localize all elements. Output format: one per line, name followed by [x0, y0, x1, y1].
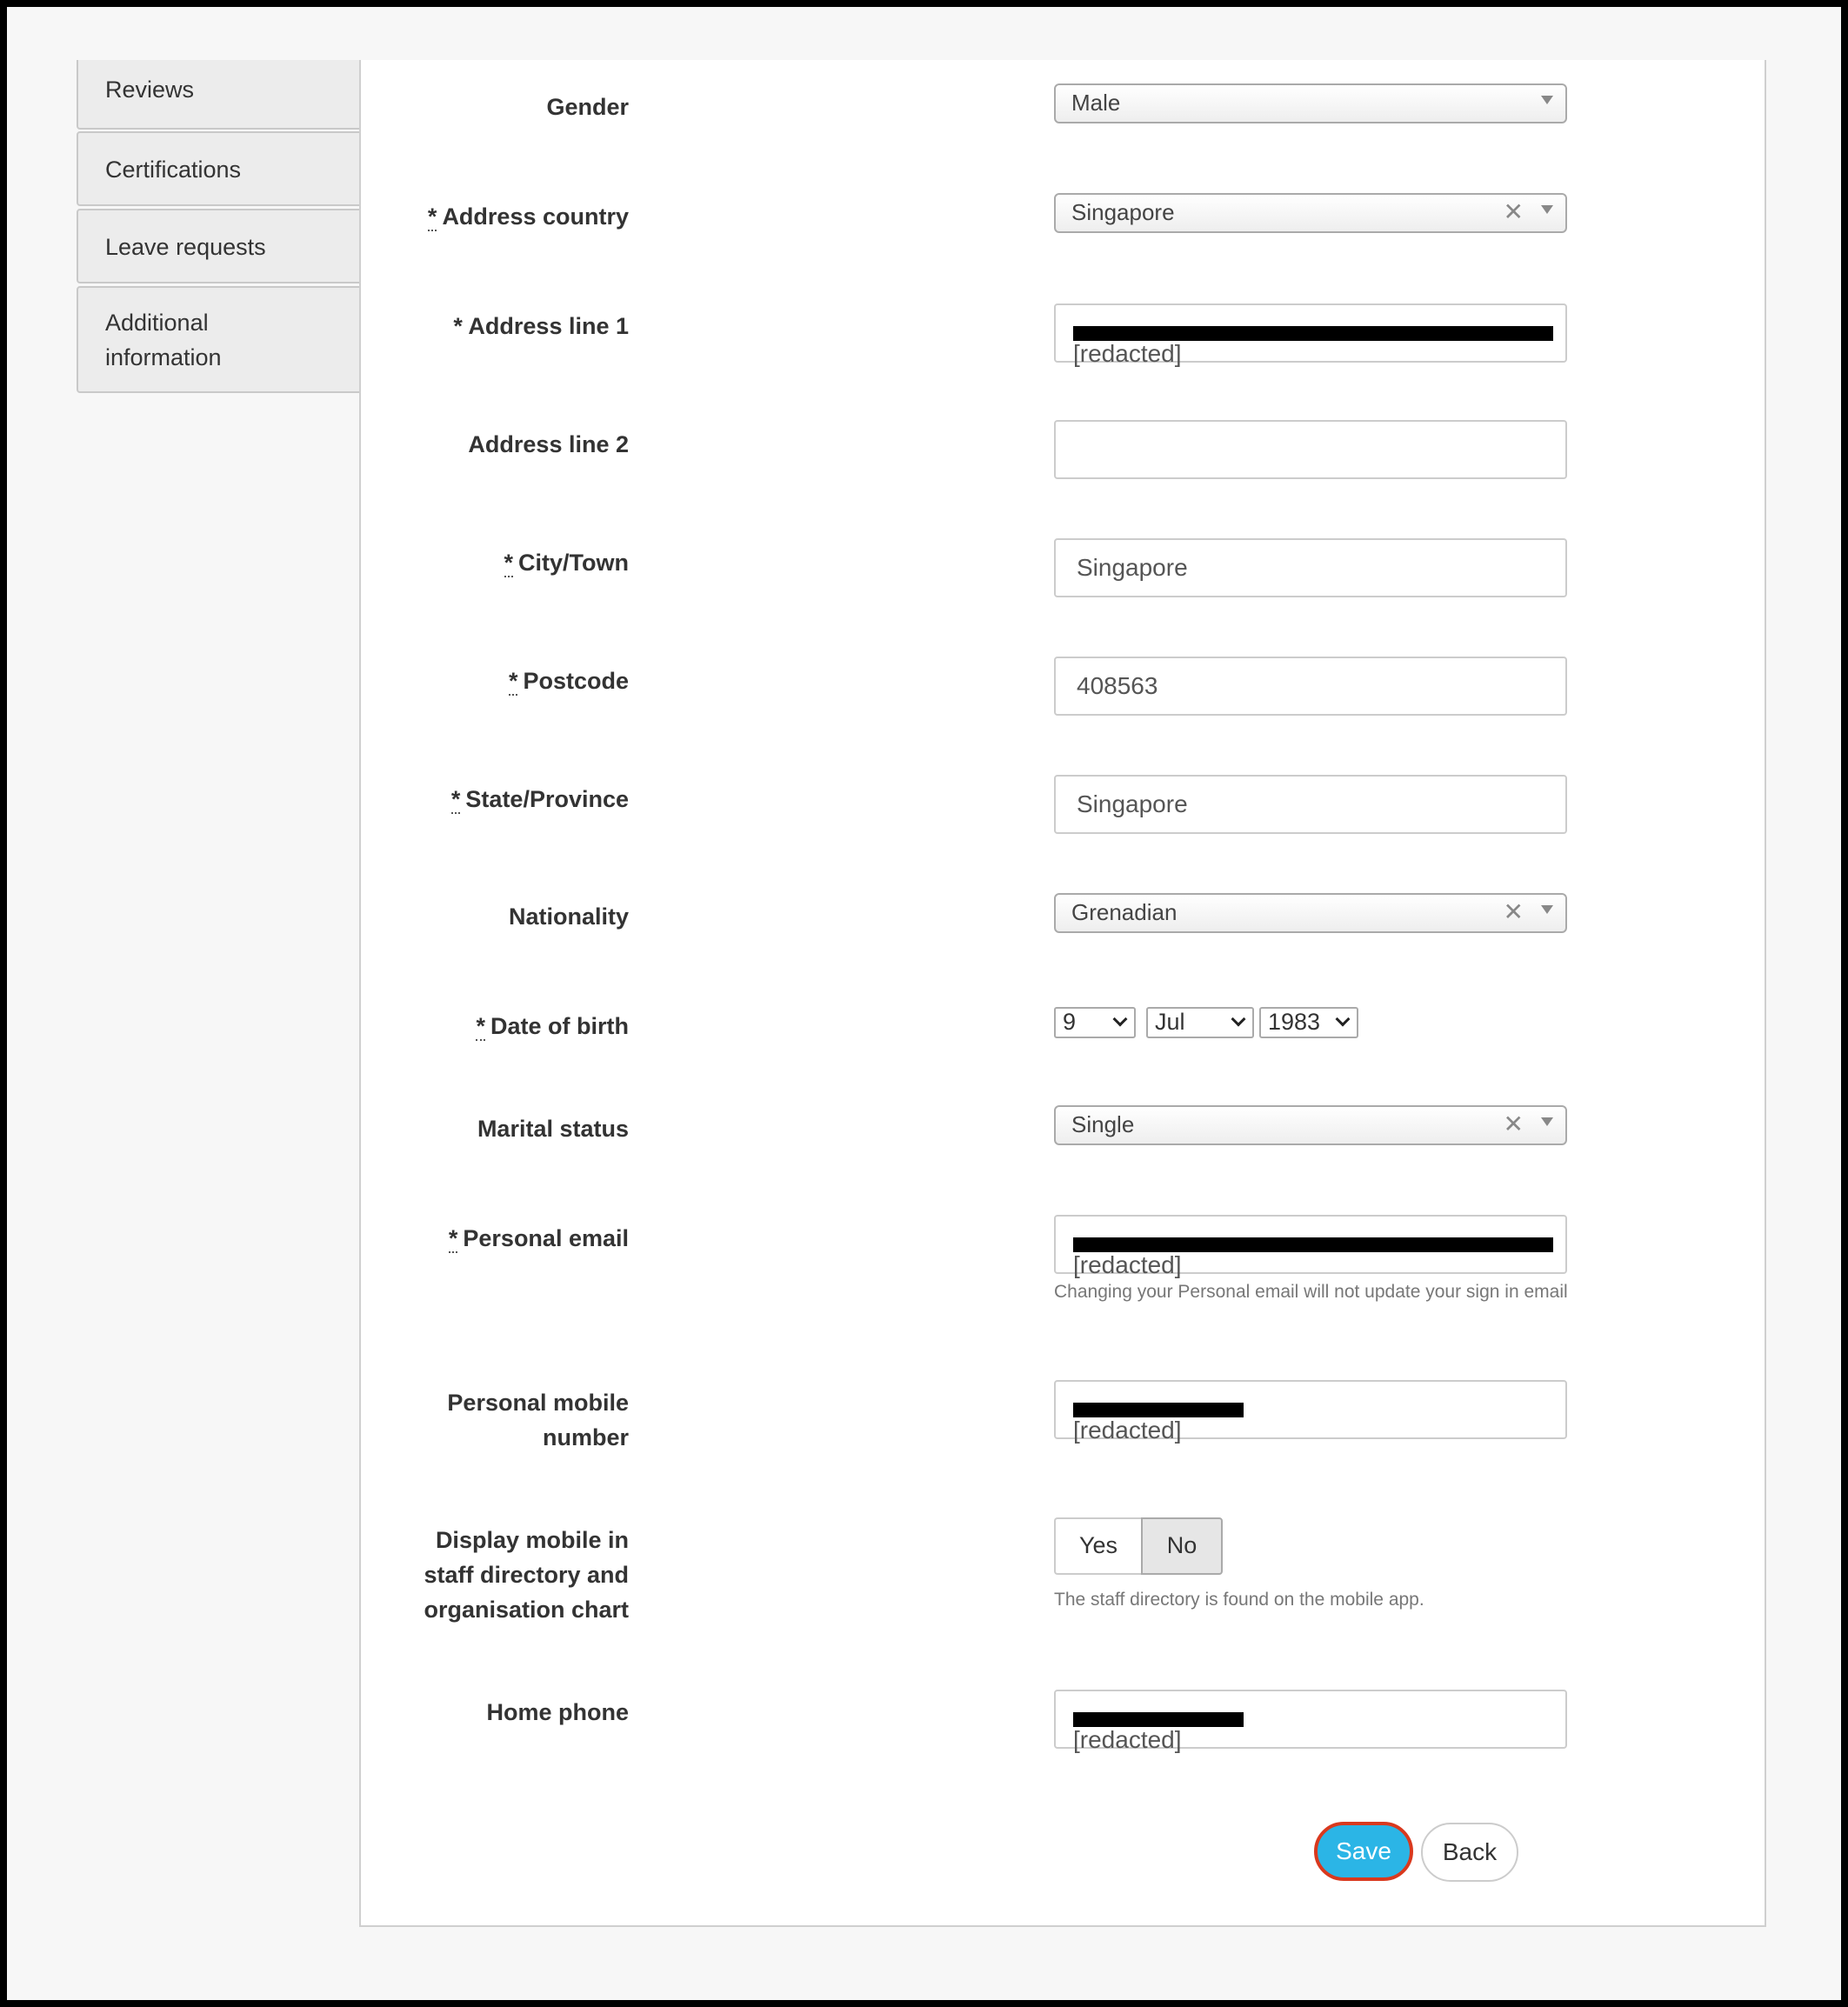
state-label: * State/Province: [450, 786, 629, 812]
chevron-down-icon: [1336, 1012, 1351, 1027]
address-line1-input[interactable]: [1054, 303, 1567, 367]
state-input[interactable]: Singapore: [1054, 775, 1567, 834]
personal-email-help: Changing your Personal email will not update your sign in email: [1054, 1282, 1568, 1302]
gender-value: Male: [1071, 90, 1121, 116]
redacted-home-phone: [redacted]: [1073, 1712, 1244, 1727]
clear-icon[interactable]: ✕: [1503, 898, 1524, 925]
required-marker: *: [476, 1013, 485, 1039]
sidebar-item-reviews[interactable]: [77, 60, 368, 130]
personal-email-input[interactable]: [1054, 1215, 1567, 1278]
sidebar-item-additional-information[interactable]: [77, 286, 368, 393]
sidebar-item-label: Additional: [105, 310, 209, 336]
required-marker: *: [450, 786, 461, 812]
redacted-personal-mobile: [redacted]: [1073, 1403, 1244, 1417]
dob-year-select[interactable]: 1983: [1259, 1007, 1358, 1038]
redacted-personal-email: [redacted]: [1073, 1237, 1553, 1252]
sidebar-item-label: Reviews: [105, 77, 195, 103]
display-mobile-yes-button[interactable]: Yes: [1054, 1517, 1141, 1575]
sidebar-item-leave-requests[interactable]: [77, 209, 368, 283]
postcode-input[interactable]: 408563: [1054, 657, 1567, 716]
redacted-address-line1: [redacted]: [1073, 326, 1553, 341]
display-mobile-no-button[interactable]: No: [1141, 1517, 1223, 1575]
clear-icon[interactable]: ✕: [1503, 198, 1524, 225]
sidebar-item-label: Certifications: [105, 157, 242, 183]
dropdown-arrow-icon: [1541, 205, 1553, 214]
address-country-select[interactable]: [1054, 193, 1567, 233]
dropdown-arrow-icon: [1541, 96, 1553, 104]
personal-mobile-input[interactable]: [1054, 1380, 1567, 1444]
dob-label: * Date of birth: [476, 1013, 629, 1039]
gender-select[interactable]: [1054, 83, 1567, 123]
dropdown-arrow-icon: [1541, 905, 1553, 914]
nationality-select[interactable]: [1054, 893, 1567, 933]
marital-status-value: Single: [1071, 1111, 1135, 1137]
marital-status-select[interactable]: [1054, 1105, 1567, 1145]
page-frame: [7, 7, 1841, 2000]
save-button[interactable]: Save: [1314, 1822, 1413, 1881]
display-mobile-label: Display mobile in staff directory and organisation chart: [424, 1527, 629, 1623]
sidebar-item-label: Leave requests: [105, 234, 266, 260]
marital-status-label: Marital status: [477, 1116, 629, 1142]
nationality-label: Nationality: [508, 903, 629, 930]
sidebar-item-label: information: [105, 344, 222, 370]
address-country-label: * Address country: [427, 203, 629, 230]
required-marker: *: [427, 203, 437, 230]
required-marker: *: [448, 1225, 458, 1251]
chevron-down-icon: [1113, 1012, 1128, 1027]
required-marker: *: [508, 668, 518, 694]
sidebar-item-certifications[interactable]: [77, 131, 368, 206]
personal-email-label: * Personal email: [448, 1225, 629, 1251]
chevron-down-icon: [1231, 1012, 1246, 1027]
address-country-value: Singapore: [1071, 199, 1175, 225]
city-label: * City/Town: [504, 550, 629, 576]
display-mobile-help: The staff directory is found on the mobile app.: [1054, 1590, 1424, 1610]
address-line2-input[interactable]: [1054, 420, 1567, 479]
postcode-label: * Postcode: [508, 668, 629, 694]
city-input[interactable]: Singapore: [1054, 538, 1567, 597]
required-marker: *: [504, 550, 514, 576]
form-panel: [359, 60, 1766, 1927]
dob-month-select[interactable]: Jul: [1146, 1007, 1254, 1038]
address-line1-label: * Address line 1: [453, 313, 629, 339]
dob-day-select[interactable]: 9: [1054, 1007, 1136, 1038]
nationality-value: Grenadian: [1071, 899, 1178, 925]
dropdown-arrow-icon: [1541, 1117, 1553, 1126]
personal-mobile-label: Personal mobile number: [447, 1390, 629, 1450]
address-line2-label: Address line 2: [468, 431, 629, 457]
back-button[interactable]: Back: [1421, 1823, 1518, 1882]
gender-label: Gender: [546, 94, 629, 120]
clear-icon[interactable]: ✕: [1503, 1110, 1524, 1137]
home-phone-input[interactable]: [1054, 1690, 1567, 1753]
home-phone-label: Home phone: [486, 1699, 629, 1725]
